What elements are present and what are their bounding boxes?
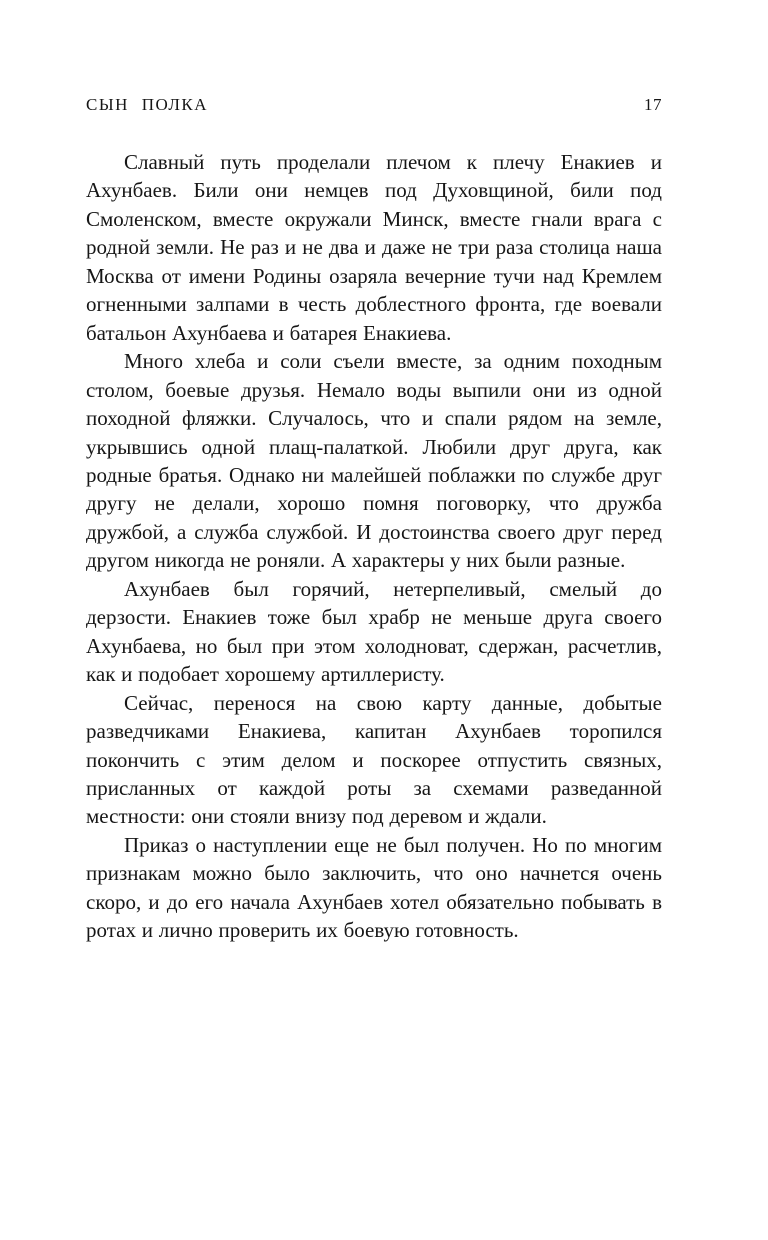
page-header: [86, 96, 662, 113]
page-body: [86, 148, 662, 945]
paragraph: Приказ о наступлении еще не был получен. Но по многим признакам можно было заключить, что оно начнется очень скоро, и до его начала Ахунбаев хотел обязательно побывать в ротах и лично проверить их боевую готовность.: [86, 832, 662, 943]
running-title: СЫН ПОЛКА: [86, 95, 209, 114]
paragraph: Много хлеба и соли съели вместе, за одним походным столом, боевые друзья. Немало воды выпили они из одной походной фляжки. Случалось, что и спали рядом на земле, укрывшись одной плащ-палаткой. Любили друг друга, как родные братья. Однако ни малейшей поблажки по службе друг другу не делали, хорошо помня поговорку, что дружба дружбой, а служба службой. И достоинства своего друг перед другом никогда не роняли. А характеры у них были разные.: [86, 349, 662, 573]
paragraph: Ахунбаев был горячий, нетерпеливый, смелый до дерзости. Енакиев тоже был храбр не меньше друга своего Ахунбаева, но был при этом холодноват, сдержан, расчетлив, как и подобает хорошему артиллеристу.: [86, 576, 662, 687]
page-number: 17: [644, 95, 662, 114]
paragraph: Славный путь проделали плечом к плечу Енакиев и Ахунбаев. Били они немцев под Духовщиной, били под Смоленском, вместе окружали Минск, вместе гнали врага с родной земли. Не раз и не два и даже не три раза столица наша Москва от имени Родины озаряла вечерние тучи над Кремлем огненными залпами в честь доблестного фронта, где воевали батальон Ахунбаева и батарея Енакиева.: [86, 150, 662, 345]
paragraph: Сейчас, перенося на свою карту данные, добытые разведчиками Енакиева, капитан Ахунбаев торопился покончить с этим делом и поскорее отпустить связных, присланных от каждой роты за схемами разведанной местности: они стояли внизу под деревом и ждали.: [86, 690, 662, 829]
